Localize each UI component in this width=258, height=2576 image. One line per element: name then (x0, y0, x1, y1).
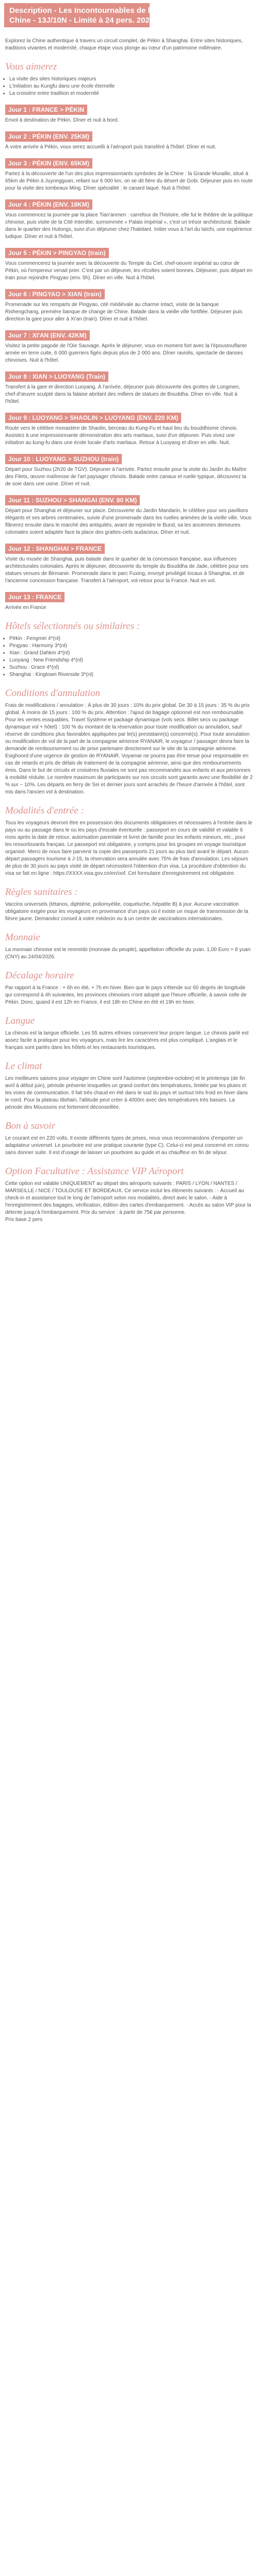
day-text: Partez à la découverte de l'un des plus impressionnants symboles de la Chine : la Grande Muraille, situé à 65km de Pékin à Juyongguan, reliant sur 6 000 km, on se dit fière du désert de Gobi. Déjeuner puis en route pour la visite des tombeaux Ming. Dîner spécialité : le canard laqué. Nuit à l'hôtel. (5, 171, 253, 191)
sanitaires-text: Vaccins universels (tétanos, diphtérie, poliomyélite, coqueluche, hépatite B) à jour. Aucune vaccination obligatoire exigée pour les voyageurs en provenance d'un pays où il existe un risque de transmission de la fièvre jaune. Demandez conseil à votre médecin ou à un centre de vaccinations internationales. (5, 902, 249, 922)
intro-text: Explorez la Chine authentique à travers un circuit complet, de Pékin à Shanghai. Entre sites historiques, traditions vivantes et modernité, chaque étape vous plonge au cœur d'un patrimoine millénaire. (5, 38, 243, 51)
section-title-langue: Langue (5, 1015, 35, 1026)
page (0, 3, 258, 1224)
day-text: Arrivée en France (5, 605, 46, 611)
day-title: Jour 11 : SUZHOU > SHANGAI (ENV. 80 KM) (5, 495, 140, 505)
section-title-climat: Le climat (5, 1061, 42, 1072)
list-item: • La visite des sites historiques majeurs (9, 76, 256, 83)
day-title: Jour 4 : PÉKIN (ENV. 18KM) (5, 199, 92, 210)
day-title: Jour 9 : LUOYANG > SHAOLIN > LUOYANG (ENV. 220 KM) (5, 413, 181, 423)
section-title-sanitaires: Règles sanitaires : (5, 887, 78, 897)
day-text: Route vers le célèbre monastère de Shaolin, berceau du Kung-Fu et haut lieu du bouddhisme chinois. Assistez à une impressionnante démonstration des arts martiaux, suivi d'un déjeuner. Puis vivez une initiation au kung-fu dans une école locale d'arts martiaux. Retour à Luoyang et dîner en ville. Nuit. (5, 426, 238, 446)
hotels-list (9, 635, 256, 679)
list-item: • Pékin : Fengmei 4*(nl) (9, 635, 256, 642)
option-price: Prix base 2 pers (5, 1217, 43, 1223)
decalage-text: Par rapport à la France : + 6h en été, + 7h en hiver. Bien que le pays s'étende sur 60 degrés de longitude qui correspond à 4h suivantes, les provinces chinoises n'ont adopté que l'heure officielle, à savoir celle de Pékin. Donc, quand il est 12h en France, il est 18h en Chine en été et 19h en hiver. (5, 985, 247, 1005)
day-title: Jour 3 : PÉKIN (ENV. 65KM) (5, 158, 92, 168)
bon-savoir-text: Le courant est en 220 volts. Il existe différents types de prises, nous vous recommandons d'emporter un adaptateur universel. Le pourboire est une pratique courante (type C). Celui-ci est peut concerné en connu sans donner suite. Il est d'usage de laisser un pourboire au guide et au chauffeur en fin de séjour. (5, 1136, 249, 1156)
day-block (5, 158, 253, 192)
day-text: Visitez la petite pagode de l'Oie Sauvage. Après le déjeuner, vous en moment fort avec la l'époustouflante armée en terre cuite, 6 000 guerriers figés depuis plus de 2 000 ans. Dîner raviolis, spectacle de danses chinoises. Nuit à l'hôtel. (5, 343, 247, 363)
day-block (5, 495, 253, 536)
day-title: Jour 2 : PÉKIN (ENV. 25KM) (5, 131, 92, 142)
option-text: Cette option est valable UNIQUEMENT au départ des aéroports suivants : PARIS / LYON / NANTES / MARSEILLE / NICE / TOULOUSE ET BORDEAUX. Ce service inclut les éléments suivants : - Accueil au check-in et assistance tout le long de l'aéroport selon nos modalités, direct avec le salon. - Aide à l'enregistrement des bagages, vérification, édition des cartes d'embarquement. - Accès au salon VIP pour la détente jusqu'à l'embarquement. Prix du service : à partir de 75€ par personne. (5, 1181, 251, 1215)
day-block (5, 199, 253, 241)
day-title: Jour 12 : SHANGHAI > FRANCE (5, 544, 105, 554)
day-title: Jour 6 : PINGYAO > XIAN (train) (5, 289, 105, 299)
day-title: Jour 1 : FRANCE > PÉKIN (5, 105, 87, 115)
monnaie-text: La monnaie chinoise est le renminbi (monnaie du peuple), appellation officielle du yuan. 1,00 Euro = 8 yuan (CNY) au 24/04/2026. (5, 947, 251, 960)
list-item: • Shanghai : Kingtown Riverside 3*(nl) (9, 671, 256, 679)
day-block (5, 413, 253, 447)
list-item: • La croisière entre tradition et modernité (9, 90, 256, 97)
day-block (5, 289, 253, 323)
day-block (5, 330, 253, 364)
day-title: Jour 13 : FRANCE (5, 592, 64, 602)
day-text: Départ pour Suzhou (2h20 de TGV). Déjeuner à l'arrivée. Partez ensuite pour la visite du Jardin du Maître des Filets, œuvre maîtresse de l'art paysager chinois. Balade entre canaux et ruelle typique, découvrez la de soie dans une usine. Dîner et nuit. (5, 467, 247, 487)
section-title-hotels: Hôtels sélectionnés ou similaires : (5, 621, 140, 632)
annulation-text: Frais de modifications / annulation : À plus de 30 jours : 10% du prix global. De 30 à 15 jours : 35 % du prix global. À moins de 15 jours : 100 % du prix. Attention : l'ajout de bagage optionnel est non remboursable. Pour les ventes essquables, Travel Système et package dynamique (vols secs. Billet secs ou package dynamique vol + hôtel) : 100 % du montant de la réservation pour toute modification ou annulation, sauf réserve de conditions plus favorables appliquées par le(s) prestataire(s) concerné(s). Pour toute annulation ou modification de vol de la part de la compagnie aérienne RYANAIR, le voyageur / passager devra faire la demande de remboursement ou de prise partenaire directement sur le site de la compagnie aérienne. Esighoord d'une urgence de gestion de RYANAIR. Voyamar ne pourra pas être tenue pour responsable en cas de retards et pris de délais de traitement de la compagnie aérienne, ainsi que des remboursements émis. Dans le but de circuits et croisières fluviales ne sont pas recommandés aux enfants et aux personnes à mobilité réduite. Le nombre maximum de participants sur nos circuits sont garantis avec une flexibilité de 2 % sur ~ 10%. Les départs en ferry de Sei et dernier jours sont arrachés de l'heure d'arrivée à l'hôtel, sont mis dans l'ancien vol à destination. (5, 703, 253, 795)
day-title: Jour 7 : XI'AN (ENV. 42KM) (5, 330, 90, 341)
day-block (5, 105, 253, 124)
list-item: • Xian : Grand Dahkm 4*(nl) (9, 650, 256, 657)
section-title-bon-savoir: Bon à savoir (5, 1121, 56, 1131)
day-text: Transfert à la gare et direction Luoyang. À l'arrivée, déjeuner puis découverte des grottes de Longmen, chef-d'œuvre sculpté dans la falaise abritant des milliers de statues de Bouddha. Dîner en ville. Nuit à l'hôtel. (5, 384, 240, 404)
formalites-text: Tous les voyageurs devront être en possession des documents obligatoires et nécessaires à l'entrée dans le pays ou au passage dans le ou les pays d'escale éventuelle : passeport en cours de validité et valable 6 mois après la date de retour, autorisation parentale et livret de famille pour les enfants mineurs, etc., pour les ressortissants français. Le passeport est obligatoire, y compris pour les groupes en voyage touristique organisé. Merci de nous faire parvenir la copie des passeports 21 jours au plus tard avant le départ. Aucun départ passagers tourisme à J-15, la réservation sera annulée avec 75% de frais d'annulation. Les séjours de plus de 30 jours au pays visité de départ nécessitent l'obtention d'un visa. La procédure d'obtention du visa se fait en ligne : https://XXXX.visa.gov.cn/en/oof. Cet formulaire d'enregistrement est obligatoire. (5, 820, 252, 876)
day-block (5, 248, 253, 282)
aimerez-list (9, 76, 256, 97)
list-item: • L'initiation au Kungfu dans une école éternelle (9, 83, 256, 90)
day-text: Envol à destination de Pékin. Dîner et nuit à bord. (5, 117, 119, 123)
day-block (5, 131, 253, 151)
langue-text: La chinois est la langue officielle. Les 55 autres ethnies conservent leur propre langue. Le chinois parlé est assez facile à pratiquer pour les voyageurs, mais lire les caractères est plus compliqué. L'anglais et le français sont parlés dans les hôtels et les restaurants touristiques. (5, 1030, 249, 1050)
itinerary (2, 105, 256, 612)
day-title: Jour 10 : LUOYANG > SUZHOU (train) (5, 454, 122, 464)
section-title-option: Option Facultative : Assistance VIP Aéroport (5, 1166, 184, 1177)
day-text: Départ pour Shanghai et déjeuner sur place. Découverte du Jardin Mandarin, le célèbre pour ses pavillons élégants et ses arbres centenaires, suivie d'une promenade dans les ruelles animées de la vieille ville. Vous flânerez ensuite dans le marché des antiquités, avant de rejoindre le Bund, sa les anciennes demeures coloniales soient adaptée face la place des grattes-ciels audacieux. Dîner et nuit. (5, 508, 252, 535)
section-title-decalage: Décalage horaire (5, 970, 74, 981)
section-title-aimerez: Vous aimerez (5, 61, 57, 72)
title-line-2: Chine - 13J/10N - Limité à 24 pers. 2027 (9, 16, 154, 25)
day-text: Vous commencez la journée par la place Tian'anmen : carrefour de l'histoire, elle fut le théâtre de la politique chinoise, puis visite de la Cité Interdite, surnommée « Palais impérial », c'est un trésor architectural. Balade dans le quartier des Hutongs, suivi d'un déjeuner chez l'habitant. Initier vous à l'art du taïchi, une expérience ludique. Dîner et nuit à l'hôtel. (5, 212, 253, 240)
day-block (5, 371, 253, 405)
section-title-monnaie: Monnaie (5, 932, 40, 943)
day-title: Jour 8 : XIAN > LUOYANG (Train) (5, 371, 108, 382)
day-text: À votre arrivée à Pékin, vous serez accueilli à l'aéroport puis transféré à l'hôtel. Dîner et nuit. (5, 144, 217, 150)
day-text: Visite du musée de Shanghai, puis balade dans le quartier de la concession française, aux influences architecturales coloniales. Après le déjeuner, découverte du temple du Bouddha de Jade, célèbre pour ses statues venues de Birmanie. Promenade dans le parc Fuxing, envoyé privilégié locaux à Shanghai, et de l'ancienne concession française. Transfert à l'aéroport, vol retour pour la France. Nuit en vol. (5, 556, 249, 584)
day-text: Vous commencerez la journée avec la découverte du Temple du Ciel, chef-oeuvre impérial au cœur de Pékin, où l'empereur venait prier. C'est par un déjeuner, les récoltes soient bonnes. Déjeuner, puis départ en train pour rejoindre Pingyao (env. 5h). Dîner en ville. Nuit à l'hôtel. (5, 261, 253, 281)
section-title-annulation: Conditions d'annulation (5, 688, 101, 699)
day-block (5, 544, 253, 585)
title-line-1: Description - Les Incontournables de la (9, 6, 154, 15)
day-text: Promenade sur les remparts de Pingyao, cité médiévale au charme intact, visite de la banque Rishengchang, première banque de change de Chine. Balade dans la vieille ville fortifiée. Déjeuner puis direction la gare pour aller à Xi'an (train). Dîner et nuit à l'hôtel. (5, 302, 243, 322)
day-block (5, 454, 253, 488)
day-block (5, 592, 253, 612)
day-title: Jour 5 : PÉKIN > PINGYAO (train) (5, 248, 109, 258)
list-item: • Pingyao : Harmony 3*(nl) (9, 642, 256, 650)
section-title-formalites: Modalités d'entrée : (5, 805, 84, 816)
climat-text: Les meilleures saisons pour voyager en Chine sont l'automne (septembre-octobre) et le printemps (de fin avril à début juin), période présente lesquelles un grand confort des températures, limitée par les pluies et les voies de communication. Il fait très chaud en été dans le sud du pays et surtout très froid en hiver dans le nord. Pour la plateau tibétain, l'altitude peut créer à 4000m avec des températures très basses. La période des Moussons est fortement déconseillée. (5, 1076, 248, 1110)
page-title-banner (4, 3, 154, 27)
list-item: • Luoyang : New Friendship 4*(nl) (9, 657, 256, 664)
list-item: • Suzhou : Grace 4*(nl) (9, 664, 256, 671)
